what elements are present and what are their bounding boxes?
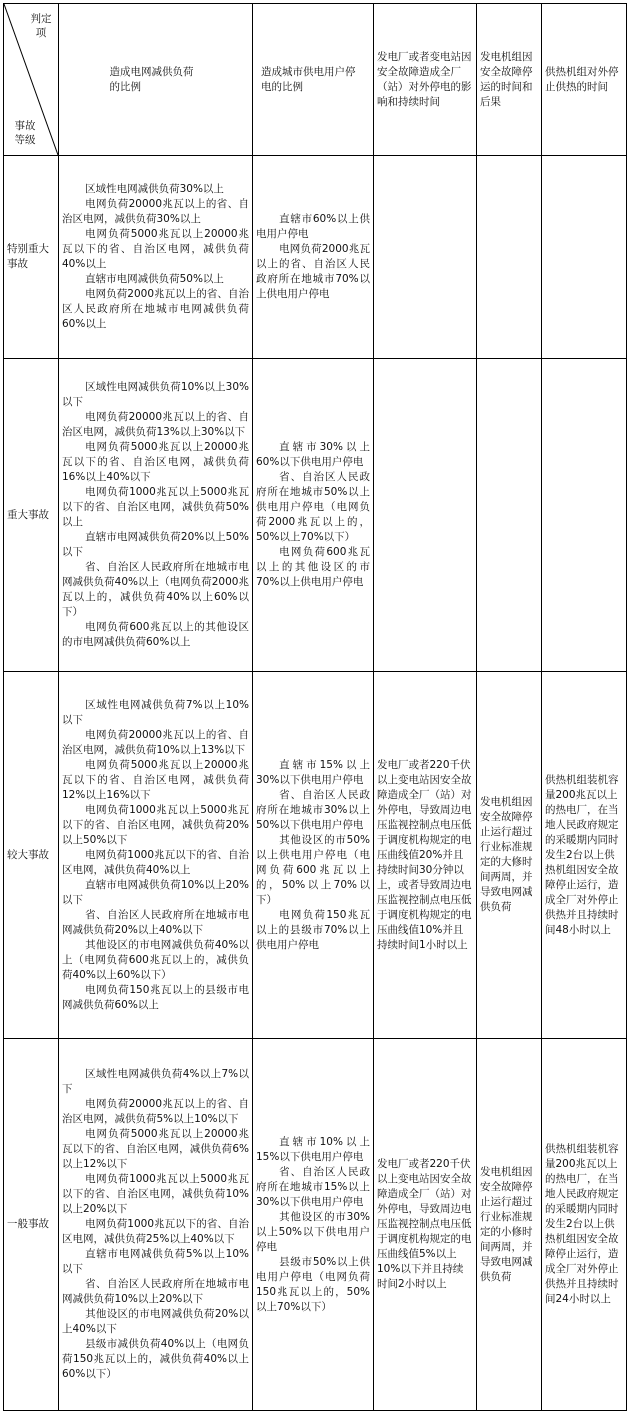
load-item: 电网负荷5000兆瓦以上20000兆瓦以下的省、自治区电网，减供负荷16%以上40%以下 (62, 441, 249, 483)
load-ratio-cell (59, 672, 253, 1039)
column-header-generator: 发电机组因安全故障停运的时间和后果 (477, 4, 542, 156)
load-item: 县级市减供负荷40%以上（电网负荷150兆瓦以上的，减供负荷40%以上60%以下） (62, 1338, 249, 1380)
load-item: 电网负荷5000兆瓦以上20000兆瓦以下的省、自治区电网，减供负荷12%以上16%以下 (62, 758, 249, 801)
city-item: 其他设区的市50%以上供电用户停电（电网负荷600兆瓦以上的，50%以上70%以下） (256, 833, 370, 906)
column-header-heating: 供热机组对外停止供热的时间 (542, 4, 627, 156)
city-item: 电网负荷2000兆瓦以上的省、自治区人民政府所在地城市70%以上供电用户停电 (256, 243, 370, 300)
city-item: 电网负荷600兆瓦以上的其他设区的市70%以上供电用户停电 (256, 546, 370, 588)
city-item: 县级市50%以上供电用户停电（电网负荷150兆瓦以上的，50%以上70%以下） (256, 1255, 370, 1313)
heating-cell: 供热机组装机容量200兆瓦以上的热电厂，在当地人民政府规定的采暖期内同时发生2台以上供热机组因安全故障停止运行，造成全厂对外停止供热并且持续时间48小时以上 (542, 672, 627, 1039)
plant-outage-cell: 发电厂或者220千伏以上变电站因安全故障造成全厂（站）对外停电，导致周边电压监视控制点电压低于调度机构规定的电压曲线值20%并且持续时间30分钟以上，或者导致周边电压监视控制点电压低于调度机构规定的电压曲线值10%并且持续时间1小时以上 (374, 672, 477, 1039)
load-ratio-cell (59, 1039, 253, 1411)
city-outage-cell (253, 156, 374, 359)
city-item: 其他设区的市30%以上50%以下供电用户停电 (256, 1210, 370, 1253)
load-item: 电网负荷20000兆瓦以上的省、自治区电网，减供负荷10%以上13%以下 (62, 728, 249, 756)
city-item: 省、自治区人民政府所在地城市50%以上供电用户停电（电网负荷2000兆瓦以上的，50%以上70%以下） (256, 471, 370, 543)
load-item: 区域性电网减供负荷10%以上30%以下 (62, 381, 249, 408)
city-outage-cell (253, 672, 374, 1039)
load-item: 省、自治区人民政府所在地城市电网减供负荷40%以上（电网负荷2000兆瓦以上的，减供负荷40%以上60%以下） (62, 561, 249, 618)
corner-label-level: 事故等级 (14, 120, 36, 146)
generator-cell: 发电机组因安全故障停止运行超过行业标准规定的大修时间两周，并导致电网减供负荷 (477, 672, 542, 1039)
load-item: 电网负荷600兆瓦以上的其他设区的市电网减供负荷60%以上 (62, 621, 249, 648)
load-item: 电网负荷1000兆瓦以上5000兆瓦以下的省、自治区电网，减供负荷20%以上50%以下 (62, 803, 249, 846)
load-item: 电网负荷5000兆瓦以上20000兆瓦以下的省、自治区电网，减供负荷40%以上 (62, 228, 249, 270)
load-ratio-cell (59, 359, 253, 672)
plant-outage-cell (374, 156, 477, 359)
city-item: 直辖市60%以上供电用户停电 (256, 213, 370, 240)
generator-cell: 发电机组因安全故障停止运行超过行业标准规定的小修时间两周，并导致电网减供负荷 (477, 1039, 542, 1411)
column-header-plant-outage: 发电厂或者变电站因安全故障造成全厂（站）对外停电的影响和持续时间 (374, 4, 477, 156)
accident-level-cell: 重大事故 (4, 359, 59, 672)
accident-level-cell: 一般事故 (4, 1039, 59, 1411)
table-row (4, 156, 627, 359)
load-item: 电网负荷1000兆瓦以下的省、自治区电网，减供负荷40%以上 (62, 848, 249, 876)
header-corner-cell (4, 4, 59, 156)
load-item: 电网负荷20000兆瓦以上的省、自治区电网，减供负荷13%以上30%以下 (62, 411, 249, 438)
load-item: 其他设区的市电网减供负荷40%以上（电网负荷600兆瓦以上的，减供负荷40%以上60%以下） (62, 938, 249, 981)
heating-cell: 供热机组装机容量200兆瓦以上的热电厂，在当地人民政府规定的采暖期内同时发生2台以上供热机组因安全故障停止运行，造成全厂对外停止供热并且持续时间24小时以上 (542, 1039, 627, 1411)
column-header-load-ratio: 造成电网减供负荷的比例 (59, 4, 253, 156)
heating-cell (542, 359, 627, 672)
load-item: 直辖市电网减供负荷20%以上50%以下 (62, 531, 249, 558)
city-item: 直辖市30%以上60%以下供电用户停电 (256, 441, 370, 468)
load-item: 电网负荷20000兆瓦以上的省、自治区电网，减供负荷5%以上10%以下 (62, 1098, 249, 1125)
load-item: 省、自治区人民政府所在地城市电网减供负荷20%以上40%以下 (62, 908, 249, 936)
load-item: 电网负荷2000兆瓦以上的省、自治区人民政府所在地城市电网减供负荷60%以上 (62, 288, 249, 330)
load-item: 电网负荷1000兆瓦以下的省、自治区电网，减供负荷25%以上40%以下 (62, 1218, 249, 1245)
generator-cell (477, 359, 542, 672)
load-item: 直辖市电网减供负荷50%以上 (85, 273, 224, 285)
load-item: 直辖市电网减供负荷10%以上20%以下 (62, 878, 249, 906)
accident-level-cell: 特别重大事故 (4, 156, 59, 359)
table-row (4, 359, 627, 672)
load-item: 直辖市电网减供负荷5%以上10%以下 (62, 1248, 249, 1275)
load-item: 电网负荷1000兆瓦以上5000兆瓦以下的省、自治区电网，减供负荷50%以上 (62, 486, 249, 528)
load-item: 电网负荷150兆瓦以上的县级市电网减供负荷60%以上 (62, 983, 249, 1011)
load-item: 区域性电网减供负荷30%以上 (85, 183, 224, 195)
accident-level-cell: 较大事故 (4, 672, 59, 1039)
corner-label-criteria: 判定项 (30, 13, 52, 39)
load-item: 电网负荷20000兆瓦以上的省、自治区电网，减供负荷30%以上 (62, 198, 249, 225)
city-outage-cell (253, 359, 374, 672)
city-outage-cell (253, 1039, 374, 1411)
plant-outage-cell: 发电厂或者220千伏以上变电站因安全故障造成全厂（站）对外停电，导致周边电压监视控制点电压低于调度机构规定的电压曲线值5%以上10%以下并且持续时间2小时以上 (374, 1039, 477, 1411)
city-item: 省、自治区人民政府所在地城市30%以上50%以下供电用户停电 (256, 788, 370, 831)
city-item: 直辖市10%以上15%以下供电用户停电 (256, 1135, 370, 1163)
column-header-city-outage: 造成城市供电用户停电的比例 (253, 4, 374, 156)
load-item: 其他设区的市电网减供负荷20%以上40%以下 (62, 1308, 249, 1335)
city-item: 省、自治区人民政府所在地城市15%以上30%以下供电用户停电 (256, 1165, 370, 1208)
accident-classification-table (3, 3, 627, 1411)
load-ratio-cell (59, 156, 253, 359)
load-item: 省、自治区人民政府所在地城市电网减供负荷10%以上20%以下 (62, 1278, 249, 1305)
generator-cell (477, 156, 542, 359)
city-item: 直辖市15%以上30%以下供电用户停电 (256, 758, 370, 786)
load-item: 区域性电网减供负荷7%以上10%以下 (62, 698, 249, 726)
load-item: 电网负荷5000兆瓦以上20000兆瓦以下的省、自治区电网，减供负荷6%以上12%以下 (62, 1128, 249, 1170)
header-row (4, 4, 627, 156)
plant-outage-cell (374, 359, 477, 672)
table-row (4, 672, 627, 1039)
city-item: 电网负荷150兆瓦以上的县级市70%以上供电用户停电 (256, 908, 370, 951)
table-row (4, 1039, 627, 1411)
load-item: 电网负荷1000兆瓦以上5000兆瓦以下的省、自治区电网，减供负荷10%以上20%以下 (62, 1173, 249, 1215)
load-item: 区域性电网减供负荷4%以上7%以下 (62, 1068, 249, 1095)
heating-cell (542, 156, 627, 359)
